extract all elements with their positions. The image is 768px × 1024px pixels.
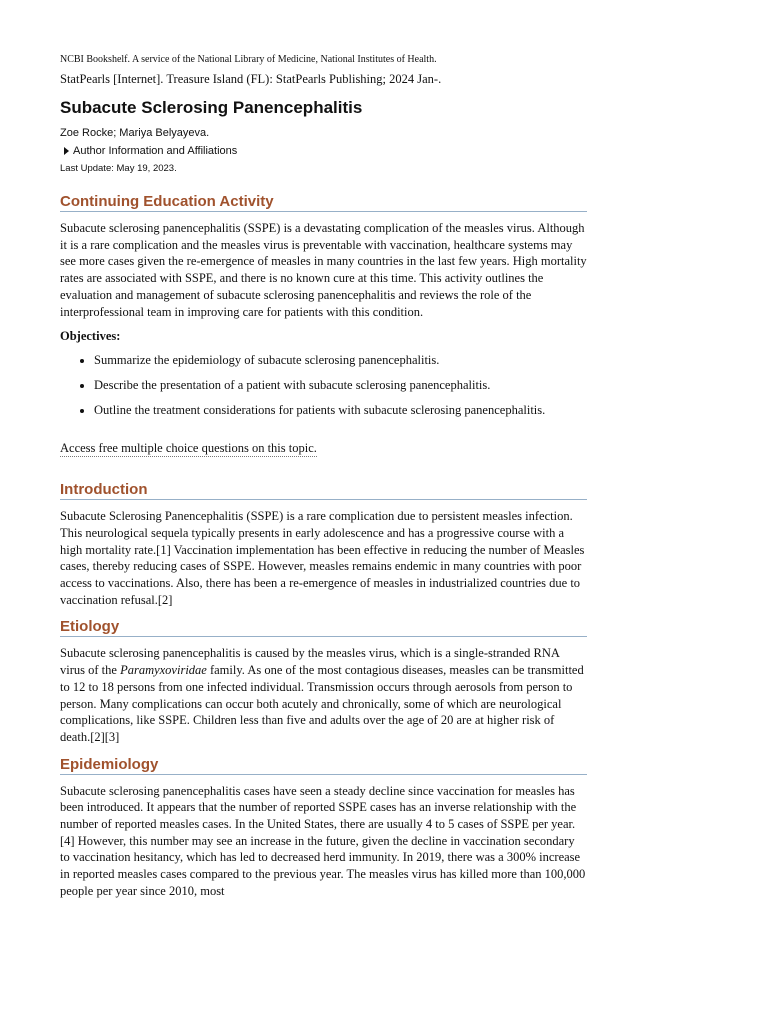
- etiology-taxon-name: Paramyxoviridae: [120, 663, 207, 678]
- section-heading-continuing-education: Continuing Education Activity: [60, 193, 587, 212]
- article-page: [60, 54, 587, 910]
- etiology-section: [60, 618, 587, 745]
- book-citation: StatPearls [Internet]. Treasure Island (FL): StatPearls Publishing; 2024 Jan-.: [60, 72, 442, 86]
- introduction-paragraph: Subacute Sclerosing Panencephalitis (SSPE) is a rare complication due to persistent measles infection. This neurological sequela typically presents in early adolescence and has a progressive course with a high mortality rate.[1] Vaccination implementation has been effective in reducing the number of Measles cases, thereby reducing cases of SSPE. However, measles remains endemic in many countries with poor access to vaccinations. Also, there has been a re-emergence of measles in industrialized countries due to vaccination refusal.[2]: [60, 509, 585, 607]
- objective-item: • Outline the treatment considerations for patients with subacute sclerosing panencephalitis.: [94, 402, 587, 419]
- page-title: Subacute Sclerosing Panencephalitis: [60, 98, 363, 117]
- objectives-heading: Objectives:: [60, 329, 121, 344]
- ce-paragraph: Subacute sclerosing panencephalitis (SSPE) is a devastating complication of the measles virus. Although it is a rare complication and the measles virus is preventable with vaccination, healthcare systems may see more cases given the re-emergence of measles in many countries in the last few years. High mortality rates are associated with SSPE, and there is no known cure at this time. This activity outlines the evaluation and management of subacute sclerosing panencephalitis and reviews the role of the interprofessional team in improving care for patients with this condition.: [60, 221, 587, 319]
- epidemiology-paragraph: Subacute sclerosing panencephalitis cases have seen a steady decline since vaccination for measles has been introduced. It appears that the number of reported SSPE cases has an inverse relationship with the number of reported measles cases. In the United States, there are usually 4 to 5 cases of SSPE per year.[4] However, this number may see an increase in the future, given the decline in vaccination secondary to vaccination hesitancy, which has led to decreased herd immunity. In 2019, there was a 300% increase in reported measles cases compared to the previous year. The measles virus has killed more than 100,000 people per year since 2010, most: [60, 783, 586, 898]
- introduction-section: [60, 481, 587, 608]
- section-heading-epidemiology: Epidemiology: [60, 756, 587, 775]
- section-heading-etiology: Etiology: [60, 618, 587, 637]
- ncbi-notice: NCBI Bookshelf. A service of the National Library of Medicine, National Institutes of Health.: [60, 54, 437, 65]
- etiology-paragraph: [60, 645, 587, 745]
- continuing-education-section: [60, 193, 587, 471]
- access-questions-link[interactable]: Access free multiple choice questions on this topic.: [60, 441, 317, 456]
- author-affiliations-toggle[interactable]: [64, 145, 587, 157]
- section-heading-introduction: Introduction: [60, 481, 587, 500]
- author-list: Zoe Rocke; Mariya Belyayeva.: [60, 127, 210, 139]
- etiology-text-part2: family. As one of the most contagious diseases, measles can be transmitted to 12 to 18 persons from one infected individual. Transmission occurs through aerosols from person to person. Many complications can occur both acutely and chronically, some of which are neurological complications, like SSPE. Children less than five and adults over the age of 20 are at higher risk of death.[2][3]: [60, 663, 584, 744]
- objective-item: • Summarize the epidemiology of subacute sclerosing panencephalitis.: [94, 352, 587, 369]
- last-update: Last Update: May 19, 2023.: [60, 163, 177, 174]
- triangle-right-icon: [64, 147, 69, 155]
- objective-item: • Describe the presentation of a patient with subacute sclerosing panencephalitis.: [94, 377, 587, 394]
- affiliations-toggle-label: Author Information and Affiliations: [73, 145, 238, 157]
- objectives-list: [60, 352, 587, 419]
- epidemiology-section: [60, 756, 587, 900]
- etiology-text-part1: Subacute sclerosing panencephalitis is caused by the measles virus, which is a single-stranded RNA virus of the: [60, 646, 560, 678]
